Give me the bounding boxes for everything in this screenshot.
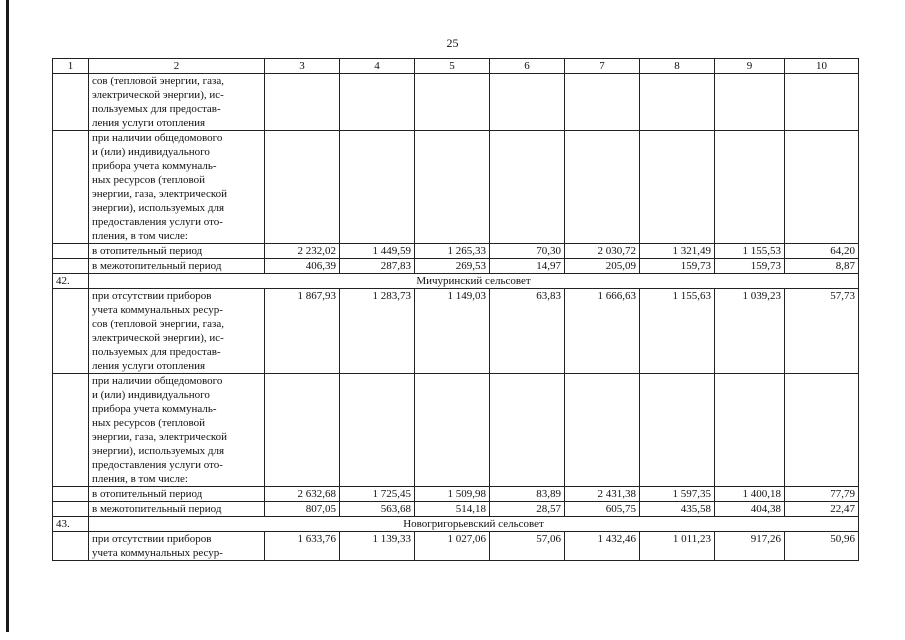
description-line: в отопительный период (92, 488, 203, 500)
column-header: 3 (265, 59, 340, 74)
value-cell (785, 74, 859, 131)
value-cell: 1 265,33 (415, 244, 490, 259)
value-cell: 2 030,72 (565, 244, 640, 259)
value-cell: 1 283,73 (340, 289, 415, 374)
value-cell (415, 374, 490, 487)
description-line: в отопительный период (92, 245, 203, 257)
row-number-cell (53, 532, 89, 561)
value-cell: 1 449,59 (340, 244, 415, 259)
description-line: и (или) индивидуального (92, 146, 210, 158)
column-header: 6 (490, 59, 565, 74)
description-cell (89, 244, 265, 259)
description-line: в межотопительный период (92, 503, 222, 515)
value-cell: 22,47 (785, 502, 859, 517)
value-cell: 1 155,63 (640, 289, 715, 374)
section-row (53, 517, 859, 532)
description-line: сов (тепловой энергии, газа, (92, 75, 224, 87)
description-line: электрической энергии), ис- (92, 89, 224, 101)
value-cell: 514,18 (415, 502, 490, 517)
description-line: энергии, газа, электрической (92, 431, 228, 443)
section-row (53, 274, 859, 289)
description-line: предоставления услуги ото- (92, 216, 223, 228)
column-header: 8 (640, 59, 715, 74)
description-cell (89, 502, 265, 517)
value-cell (565, 131, 640, 244)
value-cell (640, 74, 715, 131)
table-row (53, 259, 859, 274)
row-number-cell (53, 289, 89, 374)
value-cell: 563,68 (340, 502, 415, 517)
row-number-cell (53, 244, 89, 259)
value-cell: 1 597,35 (640, 487, 715, 502)
value-cell (715, 374, 785, 487)
page-number: 25 (446, 36, 459, 50)
value-cell (785, 374, 859, 487)
value-cell: 605,75 (565, 502, 640, 517)
value-cell: 57,73 (785, 289, 859, 374)
description-line: при отсутствии приборов (92, 290, 212, 302)
value-cell (490, 74, 565, 131)
value-cell: 1 432,46 (565, 532, 640, 561)
column-header: 9 (715, 59, 785, 74)
table-row (53, 502, 859, 517)
value-cell: 1 139,33 (340, 532, 415, 561)
value-cell: 1 027,06 (415, 532, 490, 561)
description-line: ления услуги отопления (92, 360, 206, 372)
value-cell (340, 131, 415, 244)
value-cell: 63,83 (490, 289, 565, 374)
section-number: 42. (53, 274, 89, 289)
column-header: 2 (89, 59, 265, 74)
value-cell (715, 74, 785, 131)
description-line: электрической энергии), ис- (92, 332, 224, 344)
column-header: 4 (340, 59, 415, 74)
description-line: пользуемых для предостав- (92, 346, 221, 358)
value-cell: 50,96 (785, 532, 859, 561)
row-number-cell (53, 131, 89, 244)
description-line: сов (тепловой энергии, газа, (92, 318, 224, 330)
value-cell: 406,39 (265, 259, 340, 274)
description-line: ных ресурсов (тепловой (92, 417, 205, 429)
value-cell (265, 374, 340, 487)
description-line: в межотопительный период (92, 260, 222, 272)
table-row (53, 244, 859, 259)
value-cell (640, 131, 715, 244)
description-line: энергии), используемых для (92, 202, 225, 214)
value-cell: 159,73 (640, 259, 715, 274)
value-cell: 1 633,76 (265, 532, 340, 561)
value-cell: 205,09 (565, 259, 640, 274)
description-line: прибора учета коммуналь- (92, 160, 217, 172)
description-line: при наличии общедомового (92, 132, 223, 144)
value-cell (340, 374, 415, 487)
description-line: энергии, газа, электрической (92, 188, 228, 200)
value-cell: 1 666,63 (565, 289, 640, 374)
value-cell: 287,83 (340, 259, 415, 274)
table-header-row (53, 59, 859, 74)
table-row (53, 131, 859, 244)
column-header: 7 (565, 59, 640, 74)
value-cell (490, 131, 565, 244)
column-header: 10 (785, 59, 859, 74)
value-cell: 159,73 (715, 259, 785, 274)
description-line: пользуемых для предостав- (92, 103, 221, 115)
value-cell (340, 74, 415, 131)
section-title: Мичуринский сельсовет (89, 274, 859, 289)
description-cell (89, 74, 265, 131)
value-cell (265, 131, 340, 244)
value-cell (785, 131, 859, 244)
value-cell (265, 74, 340, 131)
description-line: учета коммунальных ресур- (92, 304, 223, 316)
description-line: учета коммунальных ресур- (92, 547, 223, 559)
row-number-cell (53, 374, 89, 487)
value-cell: 1 400,18 (715, 487, 785, 502)
value-cell: 2 431,38 (565, 487, 640, 502)
column-header: 1 (53, 59, 89, 74)
value-cell: 1 509,98 (415, 487, 490, 502)
description-line: пления, в том числе: (92, 473, 188, 485)
description-line: при отсутствии приборов (92, 533, 212, 545)
table-row (53, 487, 859, 502)
section-title: Новогригорьевский сельсовет (89, 517, 859, 532)
description-line: и (или) индивидуального (92, 389, 210, 401)
value-cell: 404,38 (715, 502, 785, 517)
value-cell: 14,97 (490, 259, 565, 274)
description-line: прибора учета коммуналь- (92, 403, 217, 415)
value-cell: 2 632,68 (265, 487, 340, 502)
value-cell (415, 74, 490, 131)
value-cell: 917,26 (715, 532, 785, 561)
page-edge-bar (6, 0, 9, 632)
row-number-cell (53, 502, 89, 517)
description-line: при наличии общедомового (92, 375, 223, 387)
value-cell: 8,87 (785, 259, 859, 274)
description-line: предоставления услуги ото- (92, 459, 223, 471)
description-line: ных ресурсов (тепловой (92, 174, 205, 186)
row-number-cell (53, 259, 89, 274)
tariff-table (52, 58, 859, 561)
row-number-cell (53, 74, 89, 131)
value-cell: 1 149,03 (415, 289, 490, 374)
section-number: 43. (53, 517, 89, 532)
description-line: пления, в том числе: (92, 230, 188, 242)
value-cell: 1 011,23 (640, 532, 715, 561)
description-line: энергии), используемых для (92, 445, 225, 457)
table-row (53, 532, 859, 561)
value-cell (490, 374, 565, 487)
value-cell: 57,06 (490, 532, 565, 561)
value-cell (565, 74, 640, 131)
column-header: 5 (415, 59, 490, 74)
table-row (53, 289, 859, 374)
value-cell: 1 867,93 (265, 289, 340, 374)
value-cell: 807,05 (265, 502, 340, 517)
value-cell: 70,30 (490, 244, 565, 259)
value-cell: 1 155,53 (715, 244, 785, 259)
description-cell (89, 374, 265, 487)
value-cell: 83,89 (490, 487, 565, 502)
value-cell: 435,58 (640, 502, 715, 517)
value-cell: 2 232,02 (265, 244, 340, 259)
description-cell (89, 487, 265, 502)
value-cell: 269,53 (415, 259, 490, 274)
value-cell (415, 131, 490, 244)
value-cell (565, 374, 640, 487)
value-cell: 64,20 (785, 244, 859, 259)
value-cell: 28,57 (490, 502, 565, 517)
value-cell: 1 321,49 (640, 244, 715, 259)
table-row (53, 74, 859, 131)
description-cell (89, 259, 265, 274)
description-line: ления услуги отопления (92, 117, 206, 129)
value-cell: 77,79 (785, 487, 859, 502)
description-cell (89, 131, 265, 244)
value-cell (640, 374, 715, 487)
description-cell (89, 289, 265, 374)
value-cell: 1 725,45 (340, 487, 415, 502)
value-cell (715, 131, 785, 244)
row-number-cell (53, 487, 89, 502)
value-cell: 1 039,23 (715, 289, 785, 374)
table-row (53, 374, 859, 487)
description-cell (89, 532, 265, 561)
